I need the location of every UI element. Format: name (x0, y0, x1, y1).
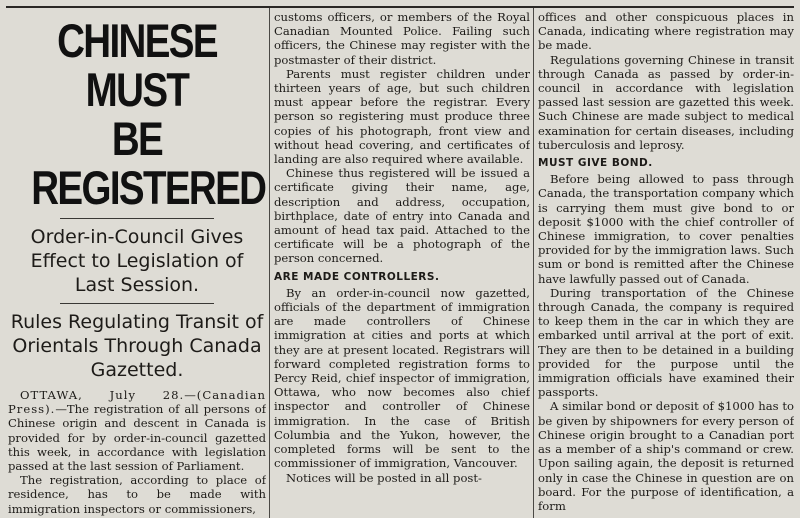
column-rule (269, 8, 270, 518)
paragraph: Chinese thus registered will be issued a certificate giving their name, age, description and address, occupation, birthplace, date of entry into Canada and amount of head tax paid. Attached to the certificate will be a photograph of the person concerned. (274, 166, 530, 266)
paragraph: Notices will be posted in all post- (286, 470, 482, 485)
paragraph: A similar bond or deposit of $1000 has to be given by shipowners for every person of Chinese origin brought to a Canadian port as a member of a ship's command or crew. Upon sailing again, the deposit is returned only in case the Chinese in question are on board. For the purpose of identification, a form (538, 399, 794, 513)
paragraph: By an order-in-council now gazetted, officials of the department of immigration are made controllers of Chinese immigration at cities and ports at which they are at present located. Registrars will forward completed registration forms to Percy Reid, chief inspector of immigration, Ottawa, who now becomes also chief inspector and controller of Chinese immigration. In the case of British Columbia and the Yukon, however, the completed forms will be sent to the commissioner of immigration, Vancouver. (274, 285, 530, 471)
paragraph: Regulations governing Chinese in transit through Canada as passed by order-in-council in accordance with legislation passed last session are gazetted this week. Such Chinese are made subject to medical examination for certain diseases, including tuberculosis and leprosy. (538, 52, 794, 152)
subheading: ARE MADE CONTROLLERS. (274, 270, 440, 283)
dateline: OTTAWA, July 28.—(Canadian Press). (8, 388, 266, 417)
deck-1: Order-in-Council Gives Effect to Legislation of Last Session. (30, 226, 244, 296)
paragraph-text: —The registration of all persons of Chinese origin and descent in Canada is provided for by order-in-council gazetted this week, in accordance with legislation passed at the last session of Parliament. (8, 402, 266, 474)
headline (31, 14, 266, 214)
column-2 (274, 10, 530, 518)
headline-line-1: CHINESE MUST (57, 14, 217, 116)
divider (60, 218, 214, 219)
column-1 (8, 10, 266, 518)
subheading: MUST GIVE BOND. (538, 157, 653, 170)
column-rule (533, 8, 534, 518)
divider (60, 303, 214, 304)
paragraph: customs officers, or members of the Royal Canadian Mounted Police. Failing such officers, the Chinese may register with the postmaster of their district. (274, 10, 530, 67)
headline-line-2: BE REGISTERED (31, 112, 266, 214)
article-body (274, 10, 530, 485)
top-rule (6, 6, 794, 8)
paragraph: offices and other conspicuous places in Canada, indicating where registration may be made. (538, 10, 794, 53)
paragraph: Parents must register children under thirteen years of age, but such children must appear before the registrar. Every person so registering must produce three copies of his photograph, front view and without head covering, and certificates of landing are also required where available. (274, 66, 530, 167)
paragraph: The registration, according to place of residence, has to be made with immigration inspectors or commissioners, (8, 473, 266, 516)
deck-2: Rules Regulating Transit of Orientals Through Canada Gazetted. (10, 311, 264, 381)
paragraph (8, 388, 266, 473)
column-3 (538, 10, 794, 518)
paragraph: Before being allowed to pass through Canada, the transportation company which is carrying them must give bond to or deposit $1000 with the chief controller of Chinese immigration, to cover penalties provided for by the immigration laws. Such sum or bond is remitted after the Chinese have lawfully passed out of Canada. (538, 172, 794, 286)
article-body (538, 10, 794, 513)
paragraph: During transportation of the Chinese through Canada, the company is required to keep them in the car in which they are embarked until arrival at the port of exit. They are then to be detained in a building provided for the purpose until the immigration officials have examined their passports. (538, 285, 794, 400)
article-body (8, 388, 266, 516)
